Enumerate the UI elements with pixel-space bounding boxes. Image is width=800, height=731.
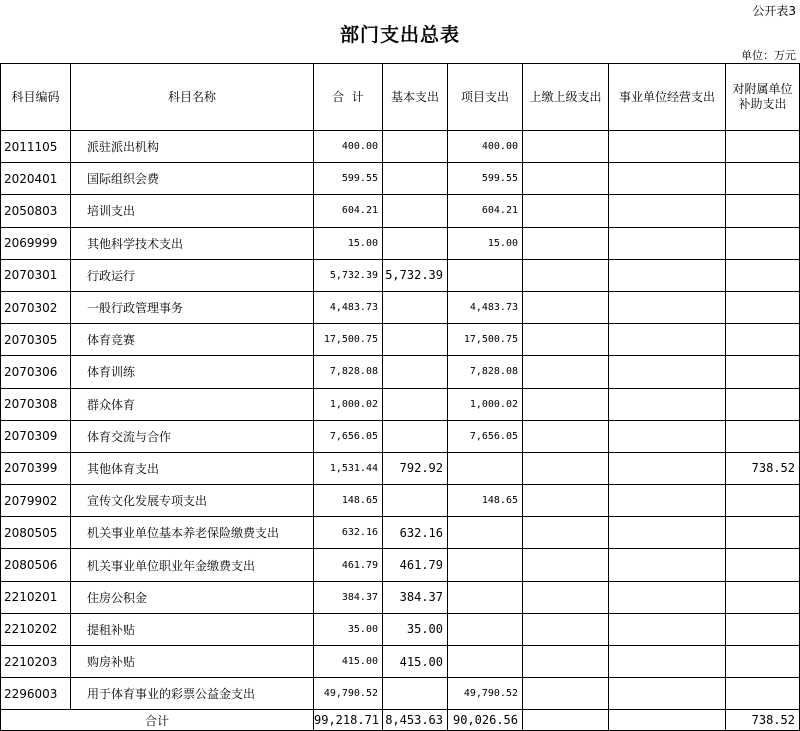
row-project — [448, 452, 523, 484]
row-upper — [523, 291, 609, 323]
row-project: 49,790.52 — [448, 678, 523, 710]
row-code: 2210203 — [1, 646, 71, 678]
row-basic — [383, 163, 448, 195]
header-business: 事业单位经营支出 — [609, 64, 726, 131]
table-row — [1, 678, 800, 710]
row-project: 148.65 — [448, 485, 523, 517]
row-upper — [523, 131, 609, 163]
row-basic — [383, 291, 448, 323]
row-name: 群众体育 — [71, 388, 314, 420]
table-row — [1, 324, 800, 356]
header-total: 合 计 — [314, 64, 383, 131]
row-subsidy — [726, 259, 800, 291]
row-name: 体育竞赛 — [71, 324, 314, 356]
row-subsidy — [726, 195, 800, 227]
row-business — [609, 485, 726, 517]
row-code: 2070301 — [1, 259, 71, 291]
row-subsidy: 738.52 — [726, 452, 800, 484]
row-subsidy — [726, 420, 800, 452]
row-project: 4,483.73 — [448, 291, 523, 323]
total-project: 90,026.56 — [448, 710, 523, 731]
row-basic: 5,732.39 — [383, 259, 448, 291]
row-business — [609, 613, 726, 645]
row-basic — [383, 195, 448, 227]
row-subsidy — [726, 646, 800, 678]
header-code: 科目编码 — [1, 64, 71, 131]
row-basic — [383, 420, 448, 452]
row-business — [609, 259, 726, 291]
row-code: 2080506 — [1, 549, 71, 581]
row-project: 15.00 — [448, 227, 523, 259]
row-subsidy — [726, 324, 800, 356]
row-subsidy — [726, 356, 800, 388]
page-title: 部门支出总表 — [339, 24, 460, 46]
table-row — [1, 485, 800, 517]
row-total: 1,531.44 — [314, 452, 383, 484]
row-code: 2210202 — [1, 613, 71, 645]
row-name: 体育交流与合作 — [71, 420, 314, 452]
row-project — [448, 259, 523, 291]
row-name: 住房公积金 — [71, 581, 314, 613]
row-subsidy — [726, 678, 800, 710]
row-upper — [523, 388, 609, 420]
row-total: 35.00 — [314, 613, 383, 645]
row-project — [448, 646, 523, 678]
row-project — [448, 581, 523, 613]
row-total: 7,656.05 — [314, 420, 383, 452]
row-code: 2296003 — [1, 678, 71, 710]
table-number-label: 公开表3 — [752, 4, 796, 18]
row-basic — [383, 678, 448, 710]
row-name: 体育训练 — [71, 356, 314, 388]
row-total: 49,790.52 — [314, 678, 383, 710]
row-project: 599.55 — [448, 163, 523, 195]
row-code: 2070309 — [1, 420, 71, 452]
row-code: 2069999 — [1, 227, 71, 259]
row-code: 2210201 — [1, 581, 71, 613]
total-sum: 99,218.71 — [314, 710, 383, 731]
header-row — [1, 64, 800, 131]
total-label: 合计 — [1, 710, 314, 731]
header-upper: 上缴上级支出 — [523, 64, 609, 131]
row-subsidy — [726, 517, 800, 549]
header-project: 项目支出 — [448, 64, 523, 131]
row-total: 400.00 — [314, 131, 383, 163]
header-basic: 基本支出 — [383, 64, 448, 131]
row-subsidy — [726, 613, 800, 645]
row-business — [609, 356, 726, 388]
row-business — [609, 678, 726, 710]
total-row — [1, 710, 800, 731]
row-subsidy — [726, 227, 800, 259]
row-subsidy — [726, 549, 800, 581]
table-row — [1, 613, 800, 645]
row-code: 2080505 — [1, 517, 71, 549]
row-total: 604.21 — [314, 195, 383, 227]
row-code: 2011105 — [1, 131, 71, 163]
table-row — [1, 259, 800, 291]
table-row — [1, 131, 800, 163]
row-upper — [523, 227, 609, 259]
row-code: 2079902 — [1, 485, 71, 517]
row-total: 1,000.02 — [314, 388, 383, 420]
total-upper — [523, 710, 609, 731]
row-basic: 461.79 — [383, 549, 448, 581]
table-row — [1, 356, 800, 388]
total-basic: 8,453.63 — [383, 710, 448, 731]
row-upper — [523, 581, 609, 613]
table-row — [1, 452, 800, 484]
row-upper — [523, 259, 609, 291]
row-project: 7,828.08 — [448, 356, 523, 388]
table-row — [1, 549, 800, 581]
row-total: 17,500.75 — [314, 324, 383, 356]
row-subsidy — [726, 291, 800, 323]
row-business — [609, 517, 726, 549]
row-business — [609, 227, 726, 259]
table-row — [1, 388, 800, 420]
row-code: 2070305 — [1, 324, 71, 356]
row-business — [609, 646, 726, 678]
total-subsidy: 738.52 — [726, 710, 800, 731]
row-project: 1,000.02 — [448, 388, 523, 420]
row-name: 其他科学技术支出 — [71, 227, 314, 259]
table-row — [1, 517, 800, 549]
row-name: 机关事业单位职业年金缴费支出 — [71, 549, 314, 581]
row-total: 461.79 — [314, 549, 383, 581]
row-basic — [383, 485, 448, 517]
table-row — [1, 420, 800, 452]
unit-label: 单位：万元 — [741, 49, 796, 62]
row-basic — [383, 227, 448, 259]
row-upper — [523, 452, 609, 484]
row-upper — [523, 517, 609, 549]
row-name: 一般行政管理事务 — [71, 291, 314, 323]
row-business — [609, 131, 726, 163]
row-project: 17,500.75 — [448, 324, 523, 356]
table-row — [1, 195, 800, 227]
row-basic: 35.00 — [383, 613, 448, 645]
row-subsidy — [726, 581, 800, 613]
row-name: 国际组织会费 — [71, 163, 314, 195]
row-subsidy — [726, 388, 800, 420]
total-business — [609, 710, 726, 731]
row-project: 400.00 — [448, 131, 523, 163]
row-upper — [523, 356, 609, 388]
row-total: 7,828.08 — [314, 356, 383, 388]
row-upper — [523, 195, 609, 227]
table-row — [1, 227, 800, 259]
expenditure-table — [0, 63, 800, 731]
row-project — [448, 613, 523, 645]
row-total: 599.55 — [314, 163, 383, 195]
row-business — [609, 549, 726, 581]
row-project: 7,656.05 — [448, 420, 523, 452]
row-basic: 415.00 — [383, 646, 448, 678]
row-subsidy — [726, 131, 800, 163]
row-total: 15.00 — [314, 227, 383, 259]
row-total: 4,483.73 — [314, 291, 383, 323]
table-row — [1, 646, 800, 678]
row-basic — [383, 356, 448, 388]
row-subsidy — [726, 485, 800, 517]
row-name: 购房补贴 — [71, 646, 314, 678]
row-upper — [523, 485, 609, 517]
row-total: 148.65 — [314, 485, 383, 517]
row-name: 派驻派出机构 — [71, 131, 314, 163]
row-code: 2070302 — [1, 291, 71, 323]
row-upper — [523, 613, 609, 645]
row-name: 培训支出 — [71, 195, 314, 227]
row-business — [609, 324, 726, 356]
row-business — [609, 420, 726, 452]
row-basic: 792.92 — [383, 452, 448, 484]
row-upper — [523, 678, 609, 710]
row-upper — [523, 163, 609, 195]
row-upper — [523, 646, 609, 678]
table-row — [1, 581, 800, 613]
row-upper — [523, 549, 609, 581]
row-basic: 632.16 — [383, 517, 448, 549]
row-subsidy — [726, 163, 800, 195]
row-project: 604.21 — [448, 195, 523, 227]
row-total: 5,732.39 — [314, 259, 383, 291]
row-basic — [383, 131, 448, 163]
row-basic — [383, 388, 448, 420]
row-basic: 384.37 — [383, 581, 448, 613]
row-code: 2070306 — [1, 356, 71, 388]
table-row — [1, 291, 800, 323]
row-basic — [383, 324, 448, 356]
row-code: 2070308 — [1, 388, 71, 420]
row-business — [609, 388, 726, 420]
row-name: 机关事业单位基本养老保险缴费支出 — [71, 517, 314, 549]
row-total: 632.16 — [314, 517, 383, 549]
row-name: 提租补贴 — [71, 613, 314, 645]
row-project — [448, 517, 523, 549]
table-row — [1, 163, 800, 195]
row-code: 2020401 — [1, 163, 71, 195]
row-upper — [523, 420, 609, 452]
row-project — [448, 549, 523, 581]
row-name: 其他体育支出 — [71, 452, 314, 484]
row-business — [609, 163, 726, 195]
row-name: 用于体育事业的彩票公益金支出 — [71, 678, 314, 710]
row-code: 2050803 — [1, 195, 71, 227]
row-total: 415.00 — [314, 646, 383, 678]
row-upper — [523, 324, 609, 356]
row-business — [609, 291, 726, 323]
row-code: 2070399 — [1, 452, 71, 484]
header-name: 科目名称 — [71, 64, 314, 131]
row-business — [609, 195, 726, 227]
row-business — [609, 581, 726, 613]
header-subsidy: 对附属单位补助支出 — [726, 64, 800, 131]
row-total: 384.37 — [314, 581, 383, 613]
row-name: 宣传文化发展专项支出 — [71, 485, 314, 517]
row-name: 行政运行 — [71, 259, 314, 291]
row-business — [609, 452, 726, 484]
